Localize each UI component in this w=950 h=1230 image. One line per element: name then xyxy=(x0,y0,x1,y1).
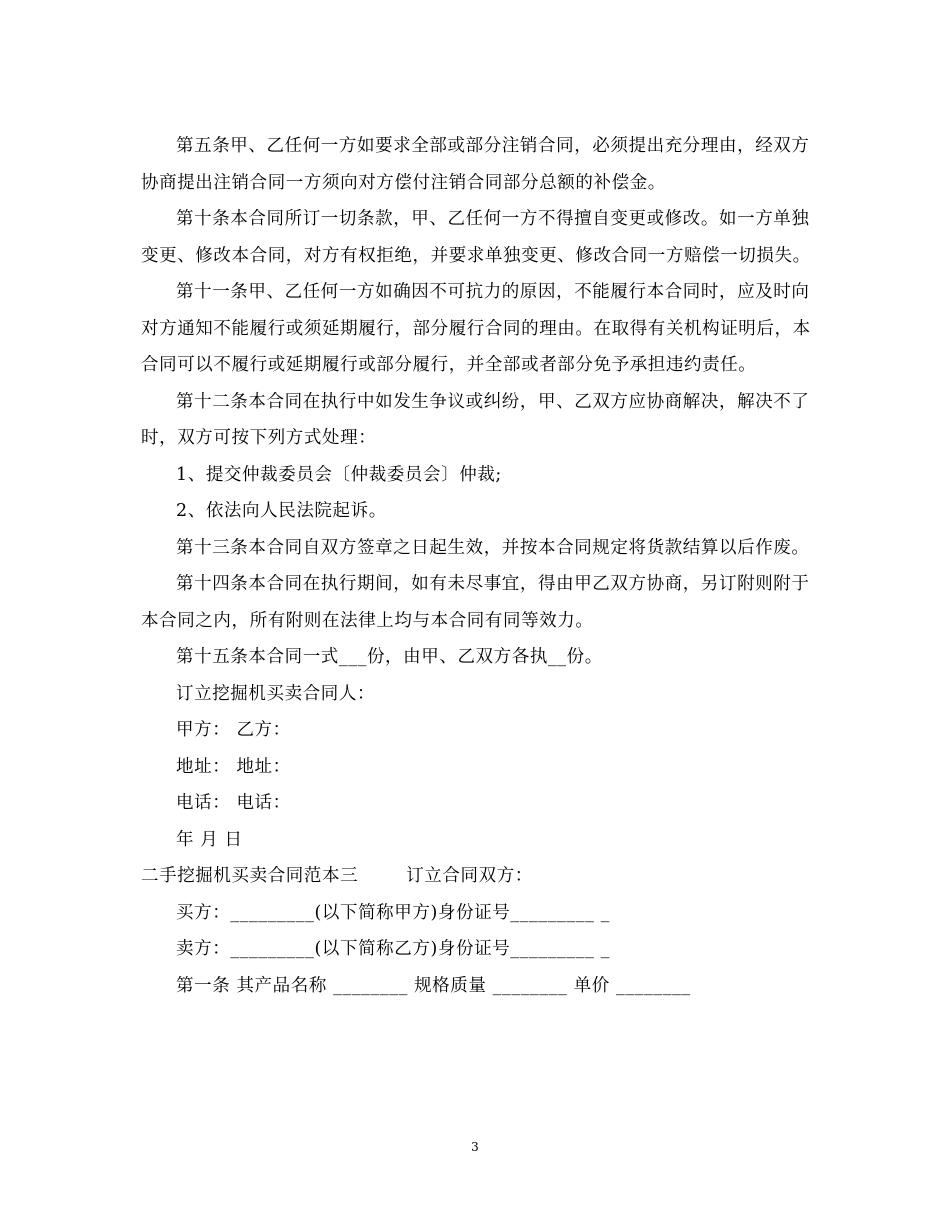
dispute-option-2: 2、依法向人民法院起诉。 xyxy=(176,501,387,521)
clause-12: 第十二条本合同在执行中如发生争议或纠纷，甲、乙双方应协商解决，解决不了时，双方可按下列方式处理： xyxy=(141,391,810,448)
contract-parties-label: 订立合同双方： xyxy=(406,866,533,886)
seller-line: 卖方：_________(以下简称乙方)身份证号_________ _ xyxy=(176,939,610,959)
clause-5: 第五条甲、乙任何一方如要求全部或部分注销合同，必须提出充分理由，经双方协商提出注销合同一方须向对方偿付注销合同部分总额的补偿金。 xyxy=(141,136,810,193)
clause-13: 第十三条本合同自双方签章之日起生效，并按本合同规定将货款结算以后作废。 xyxy=(176,537,810,558)
dispute-option-1: 1、提交仲裁委员会〔仲裁委员会〕仲裁; xyxy=(176,464,502,485)
clause-15: 第十五条本合同一式___份，由甲、乙双方各执__份。 xyxy=(176,647,603,667)
clause-10: 第十条本合同所订一切条款，甲、乙任何一方不得擅自变更或修改。如一方单独变更、修改本合同，对方有权拒绝，并要求单独变更、修改合同一方赔偿一切损失。 xyxy=(141,209,811,266)
party-line: 甲方： 乙方： xyxy=(176,720,291,740)
buyer-line: 买方：_________(以下简称甲方)身份证号_________ _ xyxy=(176,902,610,923)
clause-14: 第十四条本合同在执行期间，如有未尽事宜，得由甲乙双方协商，另订附则附于本合同之内，所有附则在法律上均与本合同有同等效力。 xyxy=(141,574,810,631)
signatories-heading: 订立挖掘机买卖合同人： xyxy=(176,683,376,704)
template-3-title: 二手挖掘机买卖合同范本三 xyxy=(141,866,359,886)
clause-11: 第十一条甲、乙任何一方如确因不可抗力的原因，不能履行本合同时，应及时向对方通知不能履行或须延期履行，部分履行合同的理由。在取得有关机构证明后，本合同可以不履行或延期履行或部分履行，并全部或者部分免予承担违约责任。 xyxy=(141,282,811,375)
date-line: 年 月 日 xyxy=(176,829,243,850)
page-number: 3 xyxy=(471,1140,479,1154)
article-1-product: 第一条 其产品名称 ________ 规格质量 ________ 单价 ________ xyxy=(176,975,691,996)
contract-body xyxy=(141,128,813,1004)
template-3-heading xyxy=(141,858,813,895)
phone-line: 电话： 电话： xyxy=(176,793,291,813)
address-line: 地址： 地址： xyxy=(176,756,291,777)
